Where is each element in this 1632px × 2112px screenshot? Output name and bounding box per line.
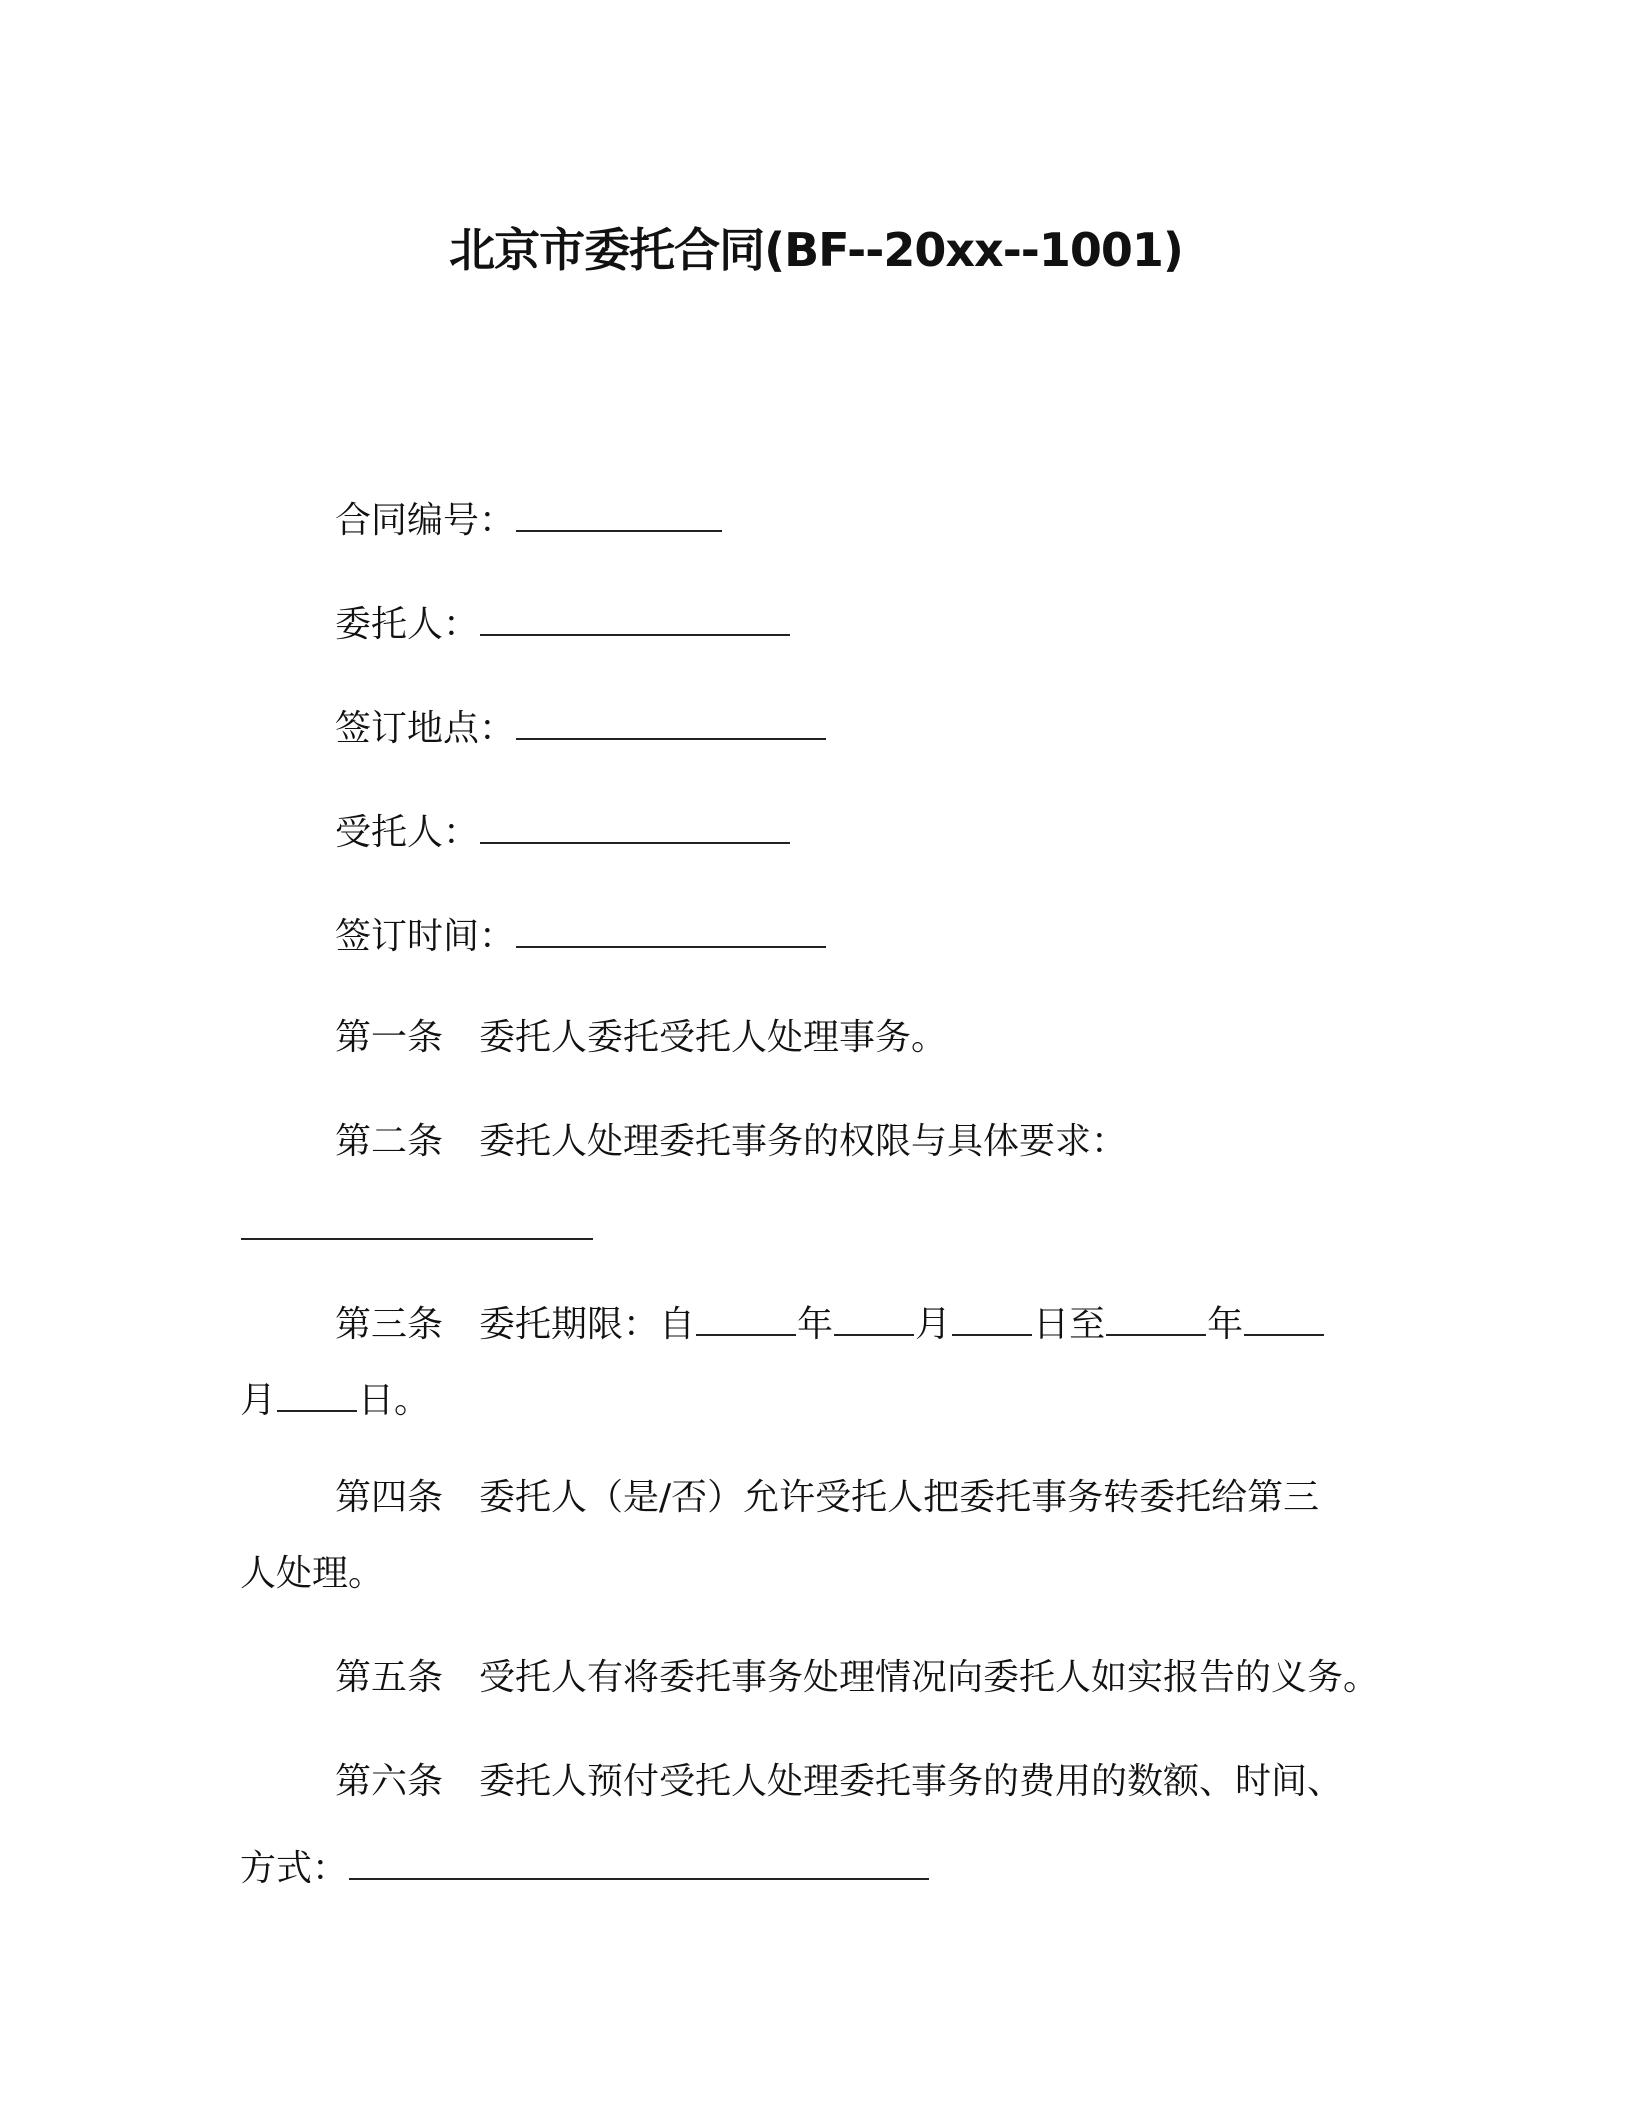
field-label: 委托人：	[335, 604, 480, 645]
blank-line	[516, 492, 722, 532]
article-text: 人处理。	[240, 1553, 385, 1594]
month-label: 月	[915, 1304, 952, 1345]
blank-line	[1244, 1296, 1324, 1336]
article-number: 第三条	[335, 1304, 444, 1345]
blank-line	[480, 804, 790, 844]
article-text: 委托人处理委托事务的权限与具体要求：	[479, 1121, 1128, 1162]
article-number: 第五条	[335, 1657, 444, 1698]
blank-line	[516, 908, 826, 948]
article-text: 委托人委托受托人处理事务。	[479, 1017, 948, 1058]
blank-line	[349, 1840, 929, 1880]
blank-line	[277, 1372, 357, 1412]
field-sign-time	[335, 908, 827, 963]
blank-line	[696, 1296, 796, 1336]
year-label: 年	[797, 1304, 834, 1345]
field-label: 签订时间：	[335, 916, 516, 957]
year-label: 年	[1207, 1304, 1244, 1345]
blank-line	[952, 1296, 1032, 1336]
month-label: 月	[240, 1380, 277, 1421]
document-title: 北京市委托合同(BF--20xx--1001)	[449, 223, 1183, 277]
article-number: 第二条	[335, 1121, 444, 1162]
article-2	[335, 1116, 1127, 1168]
blank-line	[241, 1200, 593, 1240]
field-label: 合同编号：	[335, 500, 516, 541]
field-agent	[335, 804, 791, 859]
article-text: 委托人（是/否）允许受托人把委托事务转委托给第三	[479, 1477, 1320, 1518]
field-contract-no	[335, 492, 723, 547]
article-3	[335, 1296, 1325, 1351]
blank-line	[480, 596, 790, 636]
article-number: 第六条	[335, 1761, 444, 1802]
article-4-cont	[240, 1548, 384, 1600]
field-label: 签订地点：	[335, 708, 516, 749]
article-text: 委托人预付受托人处理委托事务的费用的数额、时间、	[479, 1761, 1344, 1802]
article-6	[335, 1756, 1343, 1808]
field-label: 受托人：	[335, 812, 480, 853]
field-sign-place	[335, 700, 827, 755]
day-label: 日。	[358, 1380, 431, 1421]
article-number: 第四条	[335, 1477, 444, 1518]
article-text: 委托期限：自	[479, 1304, 696, 1345]
blank-line	[1106, 1296, 1206, 1336]
article-3-cont	[240, 1372, 430, 1427]
article-4	[335, 1472, 1319, 1524]
blank-line	[516, 700, 826, 740]
day-to-label: 日至	[1033, 1304, 1106, 1345]
article-1	[335, 1012, 947, 1064]
article-text: 受托人有将委托事务处理情况向委托人如实报告的义务。	[479, 1657, 1380, 1698]
article-5	[335, 1652, 1379, 1704]
article-6-cont	[240, 1840, 930, 1895]
article-text: 方式：	[240, 1848, 349, 1889]
article-2-blank	[240, 1200, 594, 1255]
article-number: 第一条	[335, 1017, 444, 1058]
blank-line	[834, 1296, 914, 1336]
field-principal	[335, 596, 791, 651]
